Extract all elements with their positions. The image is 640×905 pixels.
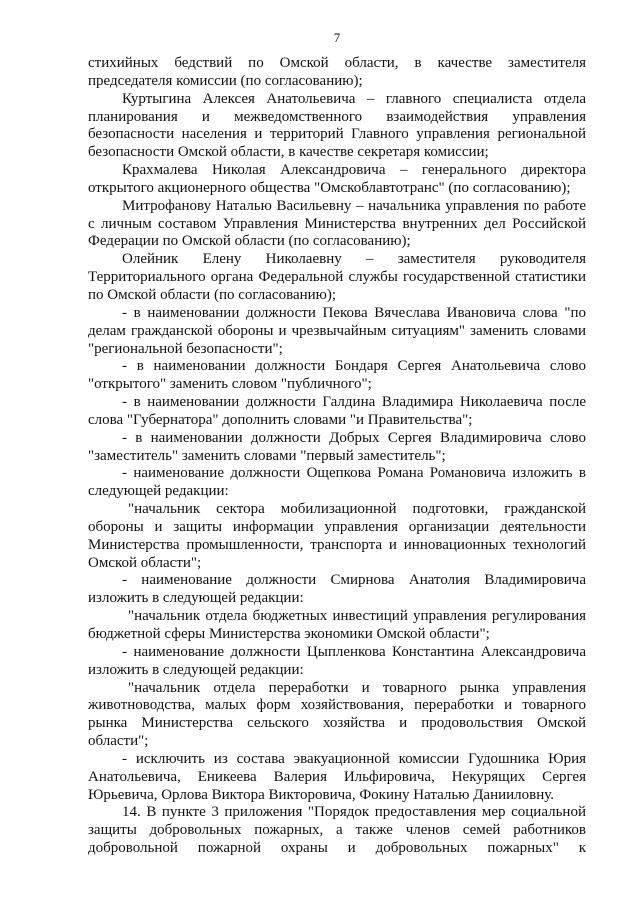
list-item: - в наименовании должности Добрых Сергея Владимировича слово "заместитель" заменить словами "первый заместитель"; — [88, 429, 586, 464]
list-item: - наименование должности Цыпленкова Константина Александровича изложить в следующей редакции: — [88, 643, 586, 678]
paragraph: Куртыгина Алексея Анатольевича – главного специалиста отдела планирования и межведомственного взаимодействия управления безопасности населения и территорий Главного управления региональной безопасности Омской области, в качестве секретаря комиссии; — [88, 90, 586, 161]
document-body — [88, 55, 586, 858]
list-item: - в наименовании должности Галдина Владимира Николаевича после слова "Губернатора" дополнить словами "и Правительства"; — [88, 394, 586, 428]
list-item: - наименование должности Ощепкова Романа Романовича изложить в следующей редакции: — [88, 465, 586, 500]
paragraph: Крахмалева Николая Александровича – генерального директора открытого акционерного общества "Омскоблавтотранс" (по согласованию); — [88, 162, 586, 196]
paragraph: стихийных бедствий по Омской области, в качестве заместителя председателя комиссии (по согласованию); — [88, 55, 586, 89]
quoted-text: "начальник отдела переработки и товарного рынка управления животноводства, малых форм хозяйствования, переработки и товарного рынка Министерства сельского хозяйства и продовольствия Омской области"; — [88, 679, 586, 750]
list-item: - исключить из состава эвакуационной комиссии Гудошника Юрия Анатольевича, Еникеева Валерия Ильфировича, Некурящих Сергея Юрьевича, Орлова Виктора Викторовича, Фокину Наталью Данииловну. — [88, 750, 586, 803]
list-item: - в наименовании должности Пекова Вячеслава Ивановича слова "по делам гражданской обороны и чрезвычайным ситуациям" заменить словами "региональной безопасности"; — [88, 304, 586, 357]
paragraph: Митрофанову Наталью Васильевну – начальника управления по работе с личным составом Управления Министерства внутренних дел Российской Федерации по Омской области (по согласованию); — [88, 197, 586, 250]
paragraph: Олейник Елену Николаевну – заместителя руководителя Территориального органа Федеральной службы государственной статистики по Омской области (по согласованию); — [88, 251, 586, 303]
quoted-text: "начальник сектора мобилизационной подготовки, гражданской обороны и защиты информации управления организации деятельности Министерства промышленности, транспорта и инновационных технологий Омской области"; — [88, 501, 586, 571]
list-item: - наименование должности Смирнова Анатолия Владимировича изложить в следующей редакции: — [88, 572, 586, 607]
page-number: 7 — [333, 30, 341, 45]
paragraph: 14. В пункте 3 приложения "Порядок предоставления мер социальной защиты добровольных пожарных, а также членов семей работников добровольной пожарной охраны и добровольных пожарных" к — [88, 804, 586, 857]
list-item: - в наименовании должности Бондаря Сергея Анатольевича слово "открытого" заменить словом "публичного"; — [88, 358, 586, 393]
quoted-text: "начальник отдела бюджетных инвестиций управления регулирования бюджетной сферы Министерства экономики Омской области"; — [88, 608, 586, 642]
